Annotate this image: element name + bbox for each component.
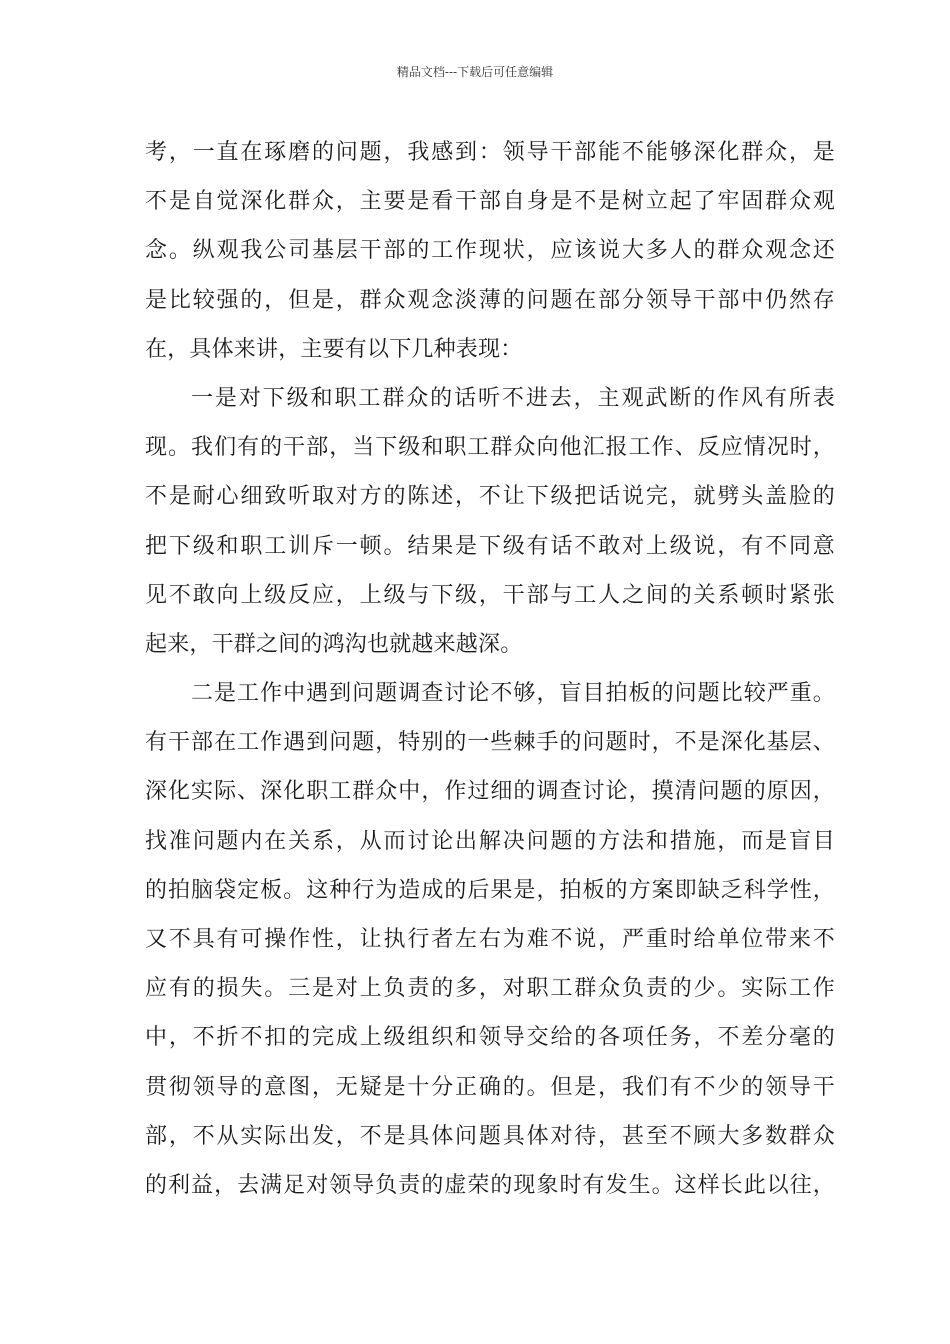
text-line: 不是耐心细致听取对方的陈述，不让下级把话说完，就劈头盖脸的 — [145, 484, 835, 510]
text-line: 又不具有可操作性，让执行者左右为难不说，严重时给单位带来不 — [145, 927, 835, 952]
document-body — [145, 128, 835, 1210]
paragraph — [145, 128, 835, 374]
text-line: 贯彻领导的意图，无疑是十分正确的。但是，我们有不少的领导干 — [145, 1074, 835, 1100]
text-line: 现。我们有的干部，当下级和职工群众向他汇报工作、反应情况时， — [145, 435, 835, 461]
paragraph — [145, 669, 835, 1210]
text-line: 有干部在工作遇到问题，特别的一些棘手的问题时，不是深化基层、 — [145, 730, 835, 756]
text-line: 一是对下级和职工群众的话听不进去，主观武断的作风有所表 — [191, 385, 835, 411]
text-line: 考，一直在琢磨的问题，我感到：领导干部能不能够深化群众，是 — [145, 140, 835, 165]
text-line: 不是自觉深化群众，主要是看干部自身是不是树立起了牢固群众观 — [145, 189, 835, 215]
text-line: 的利益，去满足对领导负责的虚荣的现象时有发生。这样长此以往， — [145, 1172, 835, 1198]
text-line: 应有的损失。三是对上负责的多，对职工群众负责的少。实际工作 — [145, 976, 835, 1002]
text-line: 深化实际、深化职工群众中，作过细的调查讨论，摸清问题的原因， — [145, 779, 835, 805]
text-line: 把下级和职工训斥一顿。结果是下级有话不敢对上级说，有不同意 — [145, 533, 835, 559]
text-line: 起来，干群之间的鸿沟也就越来越深。 — [145, 631, 523, 657]
text-line: 念。纵观我公司基层干部的工作现状，应该说大多人的群众观念还 — [145, 238, 835, 264]
text-line: 二是工作中遇到问题调查讨论不够，盲目拍板的问题比较严重。 — [191, 681, 835, 707]
text-line: 是比较强的，但是，群众观念淡薄的问题在部分领导干部中仍然存 — [145, 287, 835, 313]
text-line: 找准问题内在关系，从而讨论出解决问题的方法和措施，而是盲目 — [145, 828, 835, 854]
page-header: 精品文档---下载后可任意编辑 — [396, 65, 554, 79]
text-line: 中，不折不扣的完成上级组织和领导交给的各项任务，不差分毫的 — [145, 1025, 835, 1051]
paragraph — [145, 374, 835, 669]
text-line: 的拍脑袋定板。这种行为造成的后果是，拍板的方案即缺乏科学性， — [145, 877, 835, 903]
text-line: 在，具体来讲，主要有以下几种表现： — [145, 336, 523, 362]
text-line: 见不敢向上级反应，上级与下级，干部与工人之间的关系顿时紧张 — [145, 582, 835, 608]
text-line: 部，不从实际出发，不是具体问题具体对待，甚至不顾大多数群众 — [145, 1123, 835, 1149]
